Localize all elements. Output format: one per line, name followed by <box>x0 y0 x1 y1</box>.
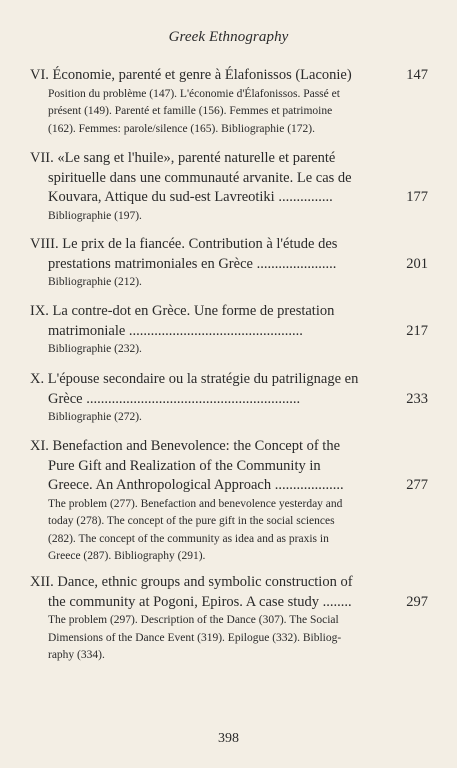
entry-sections-line: Position du problème (147). L'économie d'Élafonissos. Passé et <box>48 87 340 100</box>
toc-entry-xi <box>30 437 428 566</box>
entry-sections-line: The problem (297). Description of the Dance (307). The Social <box>48 614 339 626</box>
entry-page-number: 177 <box>406 189 428 205</box>
entry-title-line: X. L'épouse secondaire ou la stratégie du patrilignage en <box>30 371 359 387</box>
entry-page-number: 217 <box>406 322 428 339</box>
entry-title-line: spirituelle dans une communauté arvanite. Le cas de <box>48 169 352 186</box>
toc-entry-vii <box>30 149 428 225</box>
entry-title-line: prestations matrimoniales en Grèce ...................... 201 <box>30 255 428 275</box>
entry-page-number: 147 <box>406 67 428 83</box>
entry-sections-line: Bibliographie (197). <box>48 209 142 222</box>
entry-title-line: Greece. An Anthropological Approach ................... 277 <box>30 476 428 496</box>
entry-page-number: 233 <box>406 390 428 407</box>
entry-sections-line: présent (149). Parenté et famille (156). Femmes et patrimoine <box>48 105 333 117</box>
entry-title-line: XI. Benefaction and Benevolence: the Concept of the <box>30 438 341 454</box>
entry-sections-line: (162). Femmes: parole/silence (165). Bibliographie (172). <box>48 122 315 135</box>
entry-page-number: 201 <box>406 255 428 272</box>
entry-title-line: Pure Gift and Realization of the Community in <box>48 457 321 474</box>
toc-entry-x <box>30 370 428 427</box>
entry-title-line: Grèce ........................................................... 233 <box>30 390 428 410</box>
entry-title-line: XII. Dance, ethnic groups and symbolic construction of <box>30 574 353 590</box>
entry-title-line: VIII. Le prix de la fiancée. Contribution à l'étude des <box>30 236 338 252</box>
entry-title-line: the community at Pogoni, Epiros. A case study ........ 297 <box>30 593 428 613</box>
entry-sections-line: Greece (287). Bibliography (291). <box>48 550 206 562</box>
entry-sections-line: (282). The concept of the community as idea and as praxis in <box>48 532 329 545</box>
toc-entry-vi <box>30 66 428 138</box>
entry-title-line: matrimoniale ................................................ 217 <box>30 322 428 342</box>
toc-entry-viii <box>30 235 428 292</box>
entry-page-number: 297 <box>406 593 428 610</box>
running-head: Greek Ethnography <box>168 29 289 45</box>
entry-title-line: VI. Économie, parenté et genre à Élafonissos (Laconie) 147 <box>30 66 428 86</box>
entry-title-line: Kouvara, Attique du sud-est Lavreotiki ............... 177 <box>30 188 428 208</box>
entry-title-line: VII. «Le sang et l'huile», parenté naturelle et parenté <box>30 150 336 166</box>
entry-sections-line: Bibliographie (212). <box>48 276 142 288</box>
entry-sections-line: Bibliographie (272). <box>48 411 142 423</box>
entry-sections-line: Bibliographie (232). <box>48 343 142 355</box>
entry-title-line: IX. La contre-dot en Grèce. Une forme de prestation <box>30 303 335 319</box>
toc-entry-ix <box>30 302 428 359</box>
entry-sections-line: today (278). The concept of the pure gift in the social sciences <box>48 515 335 527</box>
page-number: 398 <box>218 731 239 746</box>
entry-sections-line: The problem (277). Benefaction and benevolence yesterday and <box>48 497 343 510</box>
toc-entry-xii <box>30 573 428 665</box>
entry-sections-line: raphy (334). <box>48 649 105 661</box>
entry-sections-line: Dimensions of the Dance Event (319). Epilogue (332). Bibliog- <box>48 631 342 644</box>
entry-page-number: 277 <box>406 477 428 493</box>
